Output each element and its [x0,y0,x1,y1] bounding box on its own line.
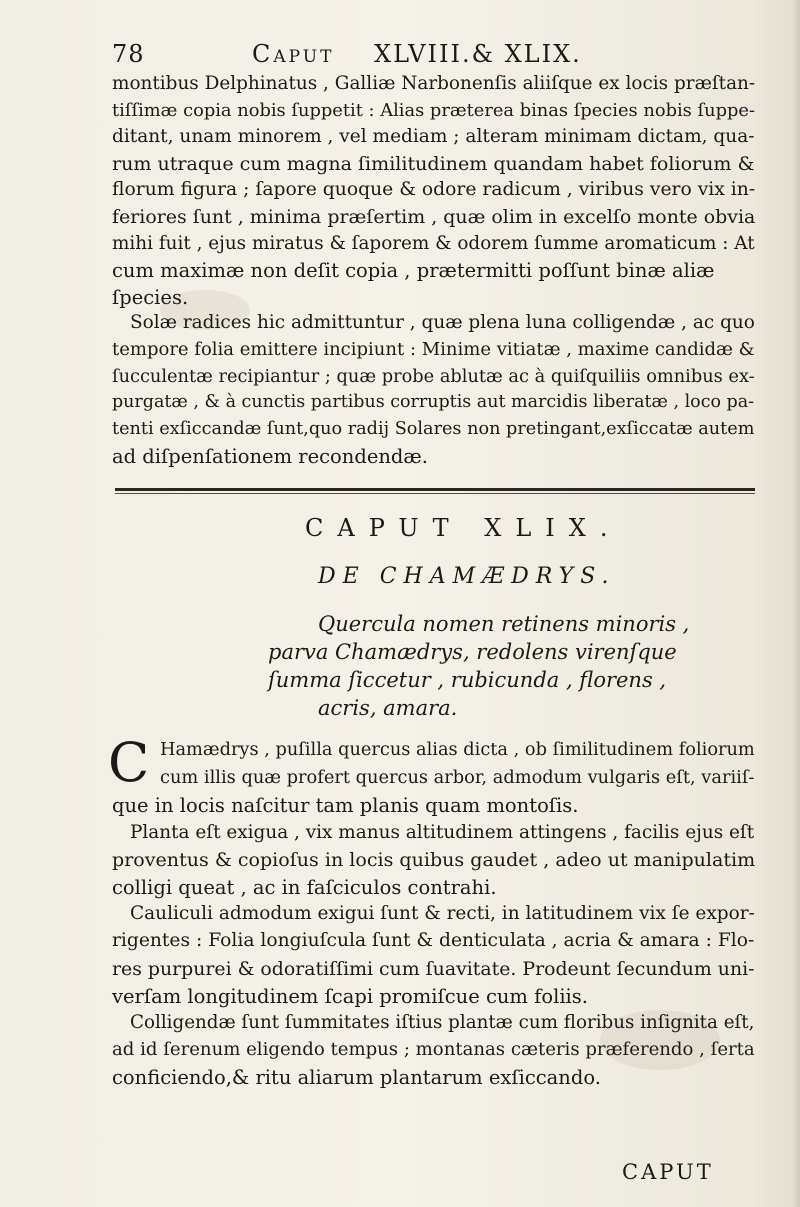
running-header [112,40,672,74]
verse-line: parva Chamædrys, redolens virenſque [268,640,677,664]
text-line: Cauliculi admodum exigui ſunt & recti, in latitudinem vix ſe expor- [130,903,755,925]
text-line: res purpurei & odoratiſſimi cum ſuavitate. Prodeunt ſecundum uni- [112,957,755,980]
text-line: ſpecies. [112,285,189,309]
page-edge-shadow [790,0,800,1207]
text-line: rum utraque cum magna ſimilitudinem quandam habet foliorum & [112,152,755,175]
text-line: cum maximæ non deſit copia , prætermitti poſſunt binæ aliæ [112,259,715,283]
page-number: 78 [112,40,145,68]
text-line: Planta eſt exigua , vix manus altitudinem attingens , facilis ejus eſt [130,821,755,843]
verse-line: ſumma ſiccetur , rubicunda , florens , [268,668,667,692]
text-line: florum figura ; ſapore quoque & odore radicum , viribus vero vix in- [112,179,756,201]
text-line: tenti exſiccandæ ſunt,quo radij Solares non pretingant,exſiccatæ autem [112,418,755,439]
catchword: CAPUT [622,1160,714,1184]
text-line: ditant, unam minorem , vel mediam ; alteram minimam dictam, qua- [112,126,755,148]
verse-line: Quercula nomen retinens minoris , [318,612,690,636]
chapter-heading: CAPUT XLIX. [305,514,622,542]
text-line: tempore folia emittere incipiunt : Minime vitiatæ , maxime candidæ & [112,339,755,360]
verse-line: acris, amara. [318,696,458,720]
text-line: Solæ radices hic admittuntur , quæ plena luna colligendæ , ac quo [130,312,755,334]
text-line: ſucculentæ recipiantur ; quæ probe ablutæ ac à quiſquiliis omnibus ex- [112,365,755,387]
text-line: mihi fuit , ejus miratus & ſaporem & odorem ſumme aromaticum : At [112,232,755,254]
text-line: colligi queat , ac in faſciculos contrahi. [112,876,497,899]
text-line: proventus & copioſus in locis quibus gaudet , adeo ut manipulatim [112,848,756,871]
text-line: conficiendo,& ritu aliarum plantarum exſiccando. [112,1066,601,1090]
text-line: ad diſpenſationem recondendæ. [112,445,428,469]
text-line: feriores ſunt , minima præſertim , quæ olim in excelſo monte obvia [112,206,756,228]
section-rule [115,488,755,491]
text-line: purgatæ , & à cunctis partibus corruptis aut marcidis liberatæ , loco pa- [112,392,755,413]
text-line: cum illis quæ profert quercus arbor, admodum vulgaris eſt, variiſ- [160,767,755,789]
drop-capital: C [108,731,150,794]
text-line: que in locis naſcitur tam planis quam montoſis. [112,794,579,818]
text-line: rigentes : Folia longiuſcula ſunt & denticulata , acria & amara : Flo- [112,930,755,952]
header-chapter-numbers: XLVIII.& XLIX. [374,40,582,68]
text-line: montibus Delphinatus , Galliæ Narbonenſis aliiſque ex locis præſtan- [112,73,756,94]
header-caput-label: Caput [252,40,335,68]
text-line: tiſſimæ copia nobis ſuppetit : Alias præterea binas ſpecies nobis ſuppe- [112,99,755,121]
text-line: ad id ſerenum eligendo tempus ; montanas cæteris præferendo , ſerta [112,1039,755,1061]
section-rule-thin [115,493,755,494]
text-line: Hamædrys , puſilla quercus alias dicta , ob ſimilitudinem foliorum [160,740,755,760]
chapter-title: DE CHAMÆDRYS. [318,564,616,589]
text-line: verſam longitudinem ſcapi promiſcue cum foliis. [112,984,588,1008]
text-line: Colligendæ ſunt ſummitates iſtius plantæ cum floribus inſignita eſt, [130,1012,755,1033]
